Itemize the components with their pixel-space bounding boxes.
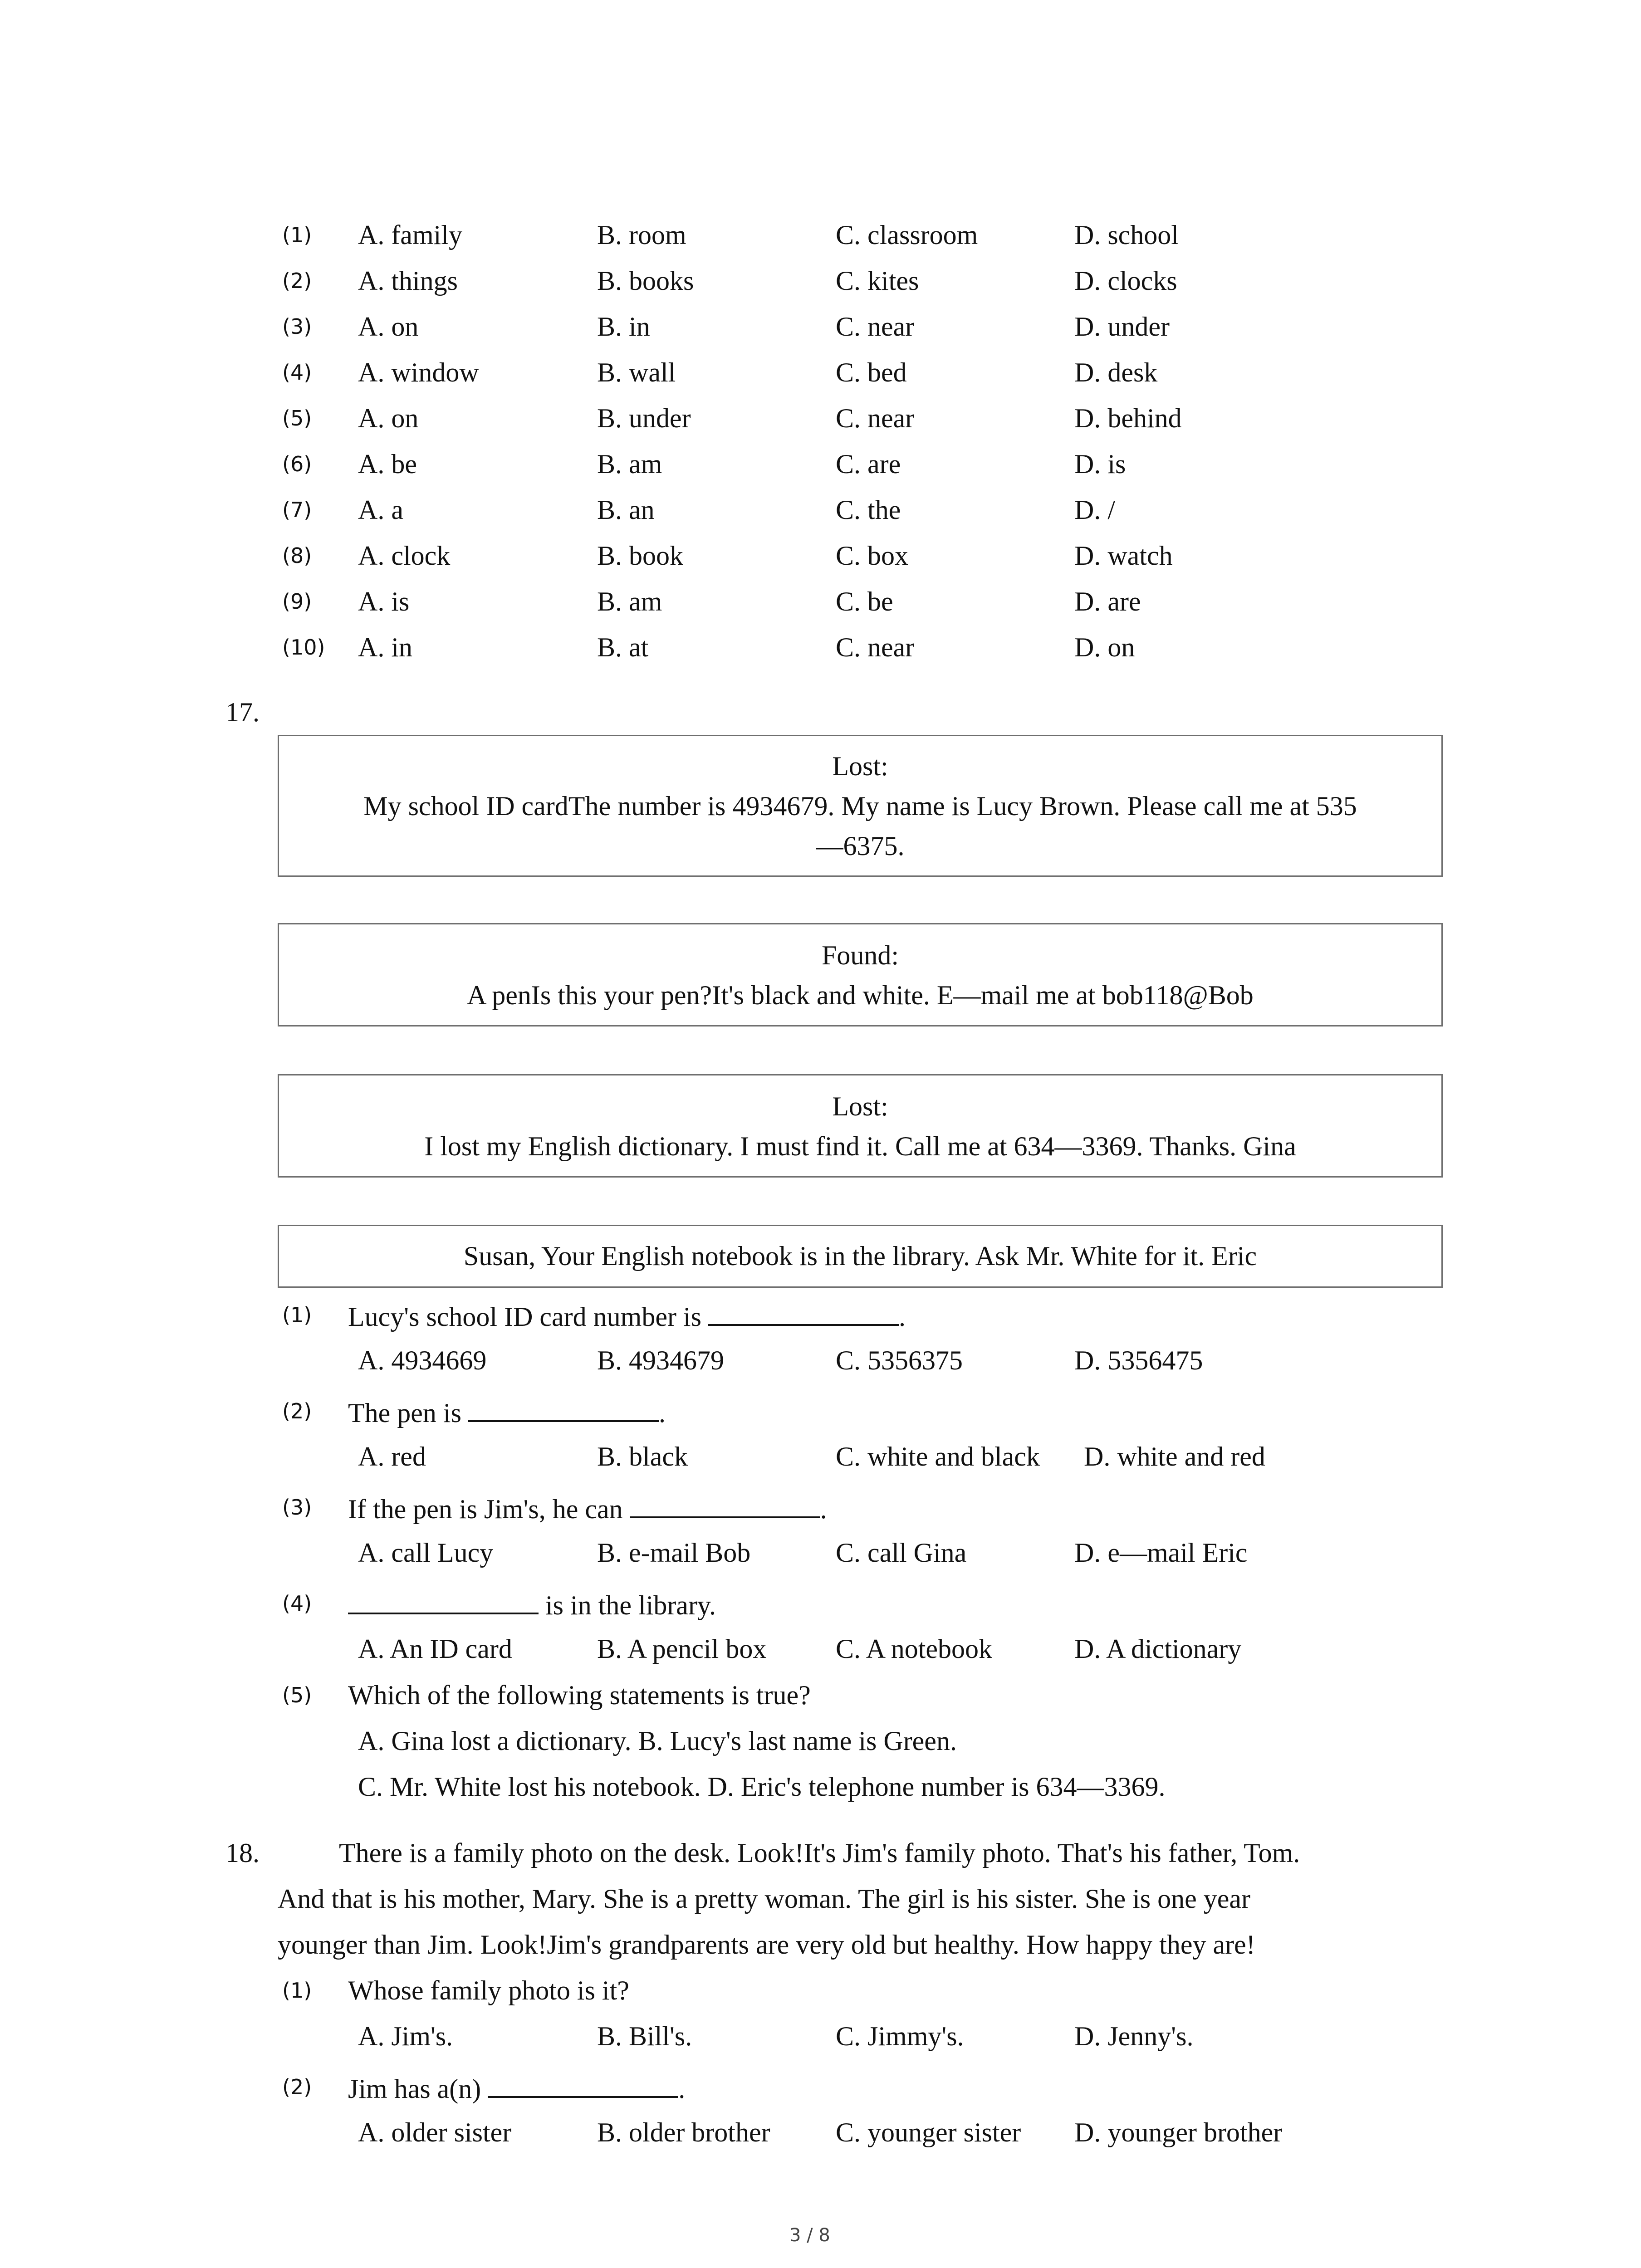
option-d: D. white and red [1084,1442,1265,1471]
question-stem: Which of the following statements is true? [348,1680,811,1710]
stem-text: Lucy's school ID card number is [348,1302,708,1332]
option-a: A. older sister [358,2117,512,2147]
answer-blank [468,1395,659,1422]
option-c: C. box [836,541,909,571]
notice-line: My school ID cardThe number is 4934679. My name is Lucy Brown. Please call me at 535 [363,791,1357,821]
option-a: A. Jim's. [358,2021,453,2051]
option-b: B. e-mail Bob [597,1538,751,1568]
option-line: C. Mr. White lost his notebook. D. Eric's telephone number is 634—3369. [358,1772,1166,1802]
answer-blank [348,1587,539,1614]
option-d: D. younger brother [1074,2117,1283,2147]
question-stem [348,1395,666,1429]
option-b: B. room [597,220,686,250]
option-d: D. A dictionary [1074,1634,1242,1664]
answer-blank [630,1491,820,1518]
option-d: D. is [1074,449,1126,479]
option-b: B. in [597,312,650,342]
option-a: A. be [358,449,417,479]
question-number: (4) [282,1591,312,1616]
option-number: (7) [282,498,312,522]
option-c: C. near [836,403,915,433]
option-d: D. Jenny's. [1074,2021,1194,2051]
question-number: (2) [282,2075,312,2099]
option-number: (2) [282,269,312,293]
option-number: (9) [282,589,312,614]
option-b: B. black [597,1442,688,1471]
question-18-number: 18. [225,1838,260,1868]
option-c: C. the [836,495,901,525]
stem-text: If the pen is Jim's, he can [348,1494,630,1524]
option-a: A. call Lucy [358,1538,494,1568]
option-c: C. younger sister [836,2117,1021,2147]
question-number: (1) [282,1303,312,1327]
option-d: D. 5356475 [1074,1345,1203,1375]
question-stem [348,1299,906,1333]
option-number: (4) [282,360,312,385]
question-number: (2) [282,1399,312,1423]
option-c: C. Jimmy's. [836,2021,964,2051]
option-d: D. are [1074,587,1141,616]
option-d: D. under [1074,312,1170,342]
stem-end: is in the library. [539,1590,716,1620]
passage-line: younger than Jim. Look!Jim's grandparents are very old but healthy. How happy they are! [278,1930,1255,1960]
passage-line: There is a family photo on the desk. Look!It's Jim's family photo. That's his father, Tom. [339,1838,1300,1868]
option-d: D. school [1074,220,1179,250]
question-number: (1) [282,1978,312,2003]
option-number: (1) [282,223,312,247]
option-a: A. family [358,220,462,250]
option-d: D. e—mail Eric [1074,1538,1248,1568]
option-d: D. behind [1074,403,1182,433]
stem-text: The pen is [348,1398,468,1428]
option-number: (5) [282,406,312,430]
option-d: D. desk [1074,357,1158,387]
option-d: D. on [1074,632,1135,662]
option-c: C. A notebook [836,1634,993,1664]
stem-end: . [658,1398,666,1428]
notice-line: Lost: [832,1091,888,1121]
stem-end: . [820,1494,827,1524]
option-b: B. 4934679 [597,1345,725,1375]
option-number: (6) [282,452,312,476]
question-stem: Whose family photo is it? [348,1975,629,2005]
option-a: A. clock [358,541,451,571]
notice-line: A penIs this your pen?It's black and white. E—mail me at bob118@Bob [467,980,1254,1010]
option-a: A. on [358,312,419,342]
notice-line: —6375. [816,831,905,861]
option-number: (3) [282,314,312,339]
answer-blank [488,2071,678,2098]
option-d: D. clocks [1074,266,1177,296]
option-c: C. near [836,312,915,342]
notice-line: Found: [821,940,899,970]
question-17-number: 17. [225,697,260,727]
option-line: A. Gina lost a dictionary. B. Lucy's last name is Green. [358,1726,957,1756]
option-b: B. at [597,632,649,662]
option-b: B. am [597,449,662,479]
option-b: B. am [597,587,662,616]
option-number: (10) [282,635,325,660]
option-a: A. window [358,357,479,387]
notice-line: I lost my English dictionary. I must find it. Call me at 634—3369. Thanks. Gina [424,1131,1296,1161]
question-stem [348,1491,827,1525]
option-b: B. A pencil box [597,1634,767,1664]
notice-found-pen [278,923,1443,1026]
notice-lost-id-card [278,735,1443,877]
option-d: D. / [1074,495,1115,525]
notice-line: Susan, Your English notebook is in the library. Ask Mr. White for it. Eric [463,1241,1257,1271]
stem-text: Jim has a(n) [348,2074,488,2104]
notice-lost-dictionary [278,1074,1443,1178]
option-a: A. in [358,632,412,662]
option-b: B. an [597,495,655,525]
notice-line: Lost: [832,751,888,781]
option-c: C. white and black [836,1442,1040,1471]
notice-notebook [278,1225,1443,1288]
question-number: (5) [282,1683,312,1707]
option-b: B. older brother [597,2117,770,2147]
option-c: C. kites [836,266,919,296]
option-a: A. a [358,495,403,525]
question-stem [348,1587,716,1622]
stem-end: . [898,1302,906,1332]
option-b: B. under [597,403,691,433]
option-c: C. classroom [836,220,978,250]
option-a: A. An ID card [358,1634,512,1664]
option-c: C. be [836,587,893,616]
option-a: A. is [358,587,410,616]
option-b: B. books [597,266,694,296]
question-number: (3) [282,1495,312,1520]
option-a: A. on [358,403,419,433]
option-c: C. bed [836,357,907,387]
option-a: A. things [358,266,458,296]
page-number: 3 / 8 [789,2225,830,2246]
answer-blank [708,1299,899,1326]
option-c: C. near [836,632,915,662]
question-stem [348,2071,685,2105]
option-c: C. call Gina [836,1538,967,1568]
option-d: D. watch [1074,541,1173,571]
option-b: B. wall [597,357,676,387]
option-b: B. Bill's. [597,2021,692,2051]
passage-line: And that is his mother, Mary. She is a pretty woman. The girl is his sister. She is one year [278,1884,1250,1914]
option-a: A. red [358,1442,426,1471]
option-b: B. book [597,541,684,571]
option-number: (8) [282,543,312,568]
option-c: C. are [836,449,901,479]
option-a: A. 4934669 [358,1345,487,1375]
option-c: C. 5356375 [836,1345,963,1375]
stem-end: . [678,2074,686,2104]
